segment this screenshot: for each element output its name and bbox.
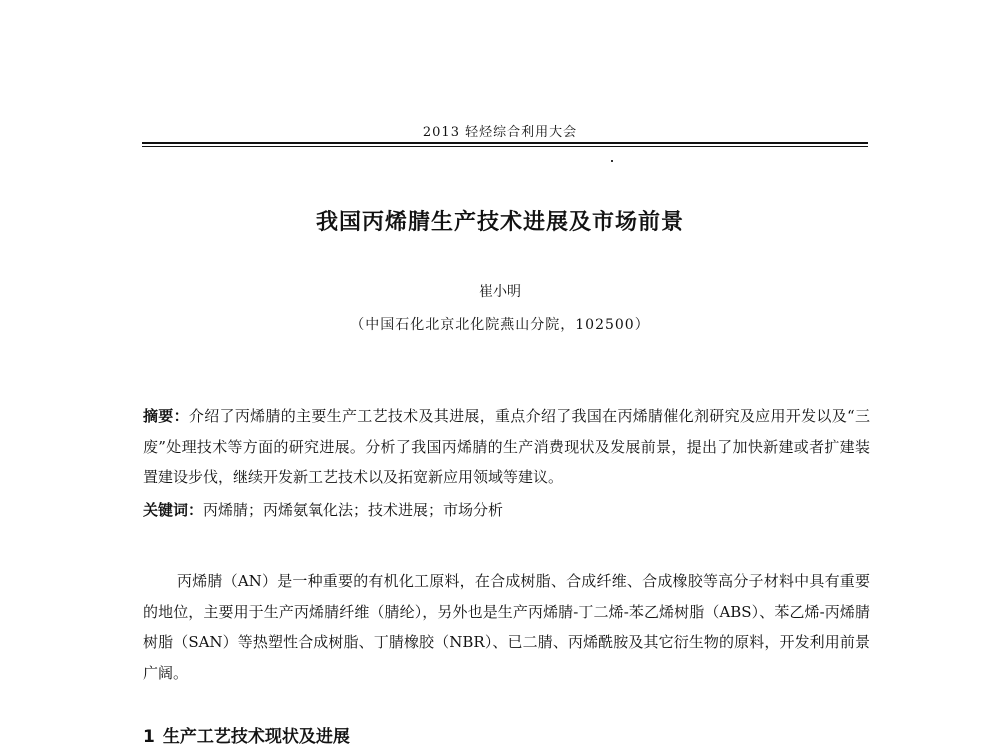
- scan-speck: [611, 160, 613, 162]
- section-number: 1: [143, 727, 155, 747]
- header-rule-secondary: [142, 146, 868, 147]
- keywords: [143, 495, 870, 525]
- section-title: 生产工艺技术现状及进展: [162, 727, 350, 747]
- abstract: [143, 401, 870, 493]
- abstract-label: 摘要：: [143, 407, 189, 425]
- keywords-text: 丙烯腈；丙烯氨氧化法；技术进展；市场分析: [203, 501, 504, 519]
- running-header: 2013 轻烃综合利用大会: [422, 125, 578, 140]
- section-heading: [143, 722, 350, 747]
- author-name: 崔小明: [479, 284, 521, 300]
- abstract-text: 介绍了丙烯腈的主要生产工艺技术及其进展，重点介绍了我国在丙烯腈催化剂研究及应用开发以及“三废”处理技术等方面的研究进展。分析了我国丙烯腈的生产消费现状及发展前景，提出了加快新建或者扩建装置建设步伐，继续开发新工艺技术以及拓宽新应用领域等建议。: [143, 407, 870, 486]
- author-affiliation: （中国石化北京北化院燕山分院，102500）: [350, 317, 650, 333]
- intro-paragraph: 丙烯腈（AN）是一种重要的有机化工原料，在合成树脂、合成纤维、合成橡胶等高分子材料中具有重要的地位，主要用于生产丙烯腈纤维（腈纶），另外也是生产丙烯腈-丁二烯-苯乙烯树脂（ABS）、苯乙烯-丙烯腈树脂（SAN）等热塑性合成树脂、丁腈橡胶（NBR）、已二腈、丙烯酰胺及其它衍生物的原料，开发利用前景广阔。: [143, 572, 870, 682]
- keywords-label: 关键词：: [143, 501, 204, 519]
- header-rule: [142, 142, 868, 144]
- paper-title: 我国丙烯腈生产技术进展及市场前景: [315, 210, 684, 235]
